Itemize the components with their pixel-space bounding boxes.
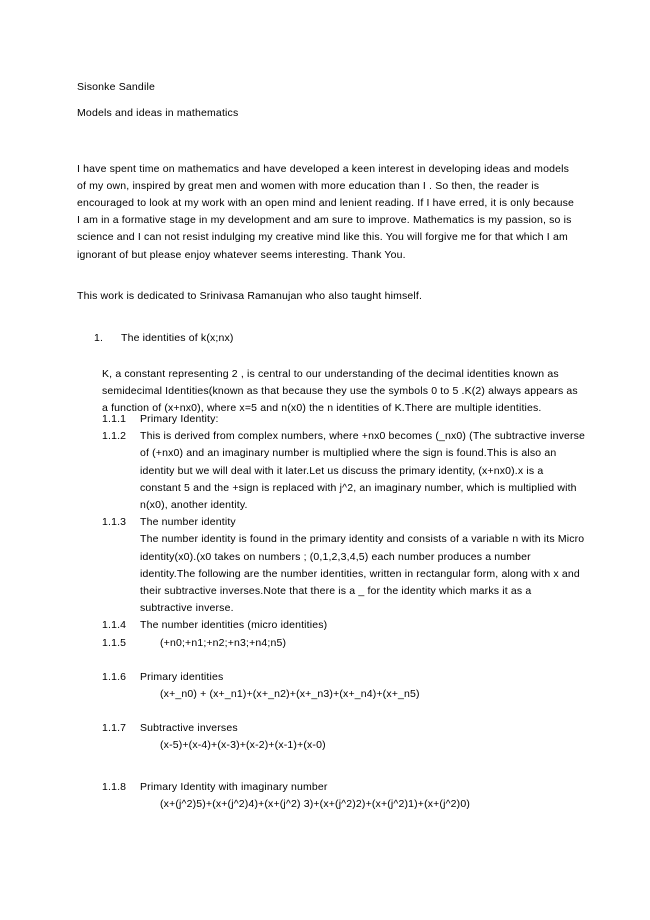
outline-paragraph: This is derived from complex numbers, where +nx0 becomes (_nx0) (The subtractive inverse of (+nx0) and an imaginary number is multiplied where the sign is found.This is also an identity but we will deal with it later.Let us discuss the primary identity, (x+nx0).x is a constant 5 and the +sign is replaced with j^2, an imaginary number, which is multiplied with n(x0), another identity.	[140, 430, 586, 512]
outline-item-1-1-7	[102, 720, 586, 754]
outline-item-1-1-1	[102, 411, 586, 428]
outline-title: Primary Identity with imaginary number	[140, 780, 328, 793]
outline-title: Primary identities	[140, 670, 224, 683]
document-header	[77, 74, 577, 126]
section-1-title: The identities of k(x;nx)	[121, 332, 234, 344]
spacer	[102, 652, 586, 669]
outline-body	[140, 411, 586, 428]
intro-paragraph: I have spent time on mathematics and have developed a keen interest in developing ideas and models of my own, inspired by great men and women with more education than I . So then, the reader is encouraged to look at my work with an open mind and lenient reading. If I have erred, it is only because I am in a formative stage in my development and am sure to improve. Mathematics is my passion, so is science and I can not resist indulging my creative mind like this. You will forgive me for that which I am ignorant of but please enjoy whatever seems interesting. Thank You.	[77, 162, 575, 261]
outline-number: 1.1.2	[102, 430, 127, 443]
document-title: Models and ideas in mathematics	[77, 107, 239, 119]
outline-title: Subtractive inverses	[140, 722, 238, 735]
outline-body	[140, 635, 586, 652]
outline-item-1-1-4	[102, 617, 586, 634]
spacer	[102, 703, 586, 720]
section-1-number: 1.	[94, 332, 104, 344]
outline-title: The number identities (micro identities)	[140, 619, 328, 632]
author-name: Sisonke Sandile	[77, 81, 155, 93]
outline-item-1-1-8	[102, 779, 586, 813]
outline-item-1-1-5	[102, 635, 586, 652]
spacer	[102, 755, 586, 779]
outline-body	[140, 514, 586, 617]
formula-primary-identities: (x+_n0) + (x+_n1)+(x+_n2)+(x+_n3)+(x+_n4)+(x+_n5)	[160, 688, 420, 701]
outline-item-1-1-3	[102, 514, 586, 617]
outline-list	[102, 411, 586, 813]
outline-body	[140, 720, 586, 754]
outline-body	[140, 669, 586, 703]
outline-title: Primary Identity:	[140, 413, 219, 425]
outline-paragraph: The number identity is found in the primary identity and consists of a variable n with its Micro identity(x0).(x0 takes on numbers ; (0,1,2,3,4,5) each number produces a number identity.The following are the number identities, written in rectangular form, along with x and their subtractive inverses.Note that there is a _ for the identity which marks it as a subtractive inverse.	[140, 533, 585, 615]
outline-body	[140, 779, 586, 813]
formula-primary-identity-imaginary: (x+(j^2)5)+(x+(j^2)4)+(x+(j^2) 3)+(x+(j^2)2)+(x+(j^2)1)+(x+(j^2)0)	[160, 797, 470, 810]
formula-micro-identities: (+n0;+n1;+n2;+n3;+n4;n5)	[160, 636, 287, 649]
outline-item-1-1-6	[102, 669, 586, 703]
outline-number: 1.1.3	[102, 516, 127, 529]
section-1-heading	[94, 330, 584, 347]
outline-number: 1.1.7	[102, 722, 127, 735]
outline-item-1-1-2	[102, 428, 586, 514]
outline-body	[140, 617, 586, 634]
section-1-intro: K, a constant representing 2 , is central to our understanding of the decimal identities known as semidecimal Identities(known as that because they use the symbols 0 to 5 .K(2) always appears as a function of (x+nx0), where x=5 and n(x0) the n identities of K.There are multiple identities.	[102, 367, 578, 414]
outline-number: 1.1.1	[102, 413, 127, 425]
outline-number: 1.1.5	[102, 636, 127, 649]
outline-number: 1.1.6	[102, 670, 127, 683]
outline-body	[140, 428, 586, 514]
dedication-paragraph: This work is dedicated to Srinivasa Ramanujan who also taught himself.	[77, 289, 423, 302]
outline-number: 1.1.8	[102, 780, 127, 793]
outline-title: The number identity	[140, 516, 236, 529]
formula-subtractive-inverses: (x-5)+(x-4)+(x-3)+(x-2)+(x-1)+(x-0)	[160, 739, 326, 752]
outline-number: 1.1.4	[102, 619, 127, 632]
